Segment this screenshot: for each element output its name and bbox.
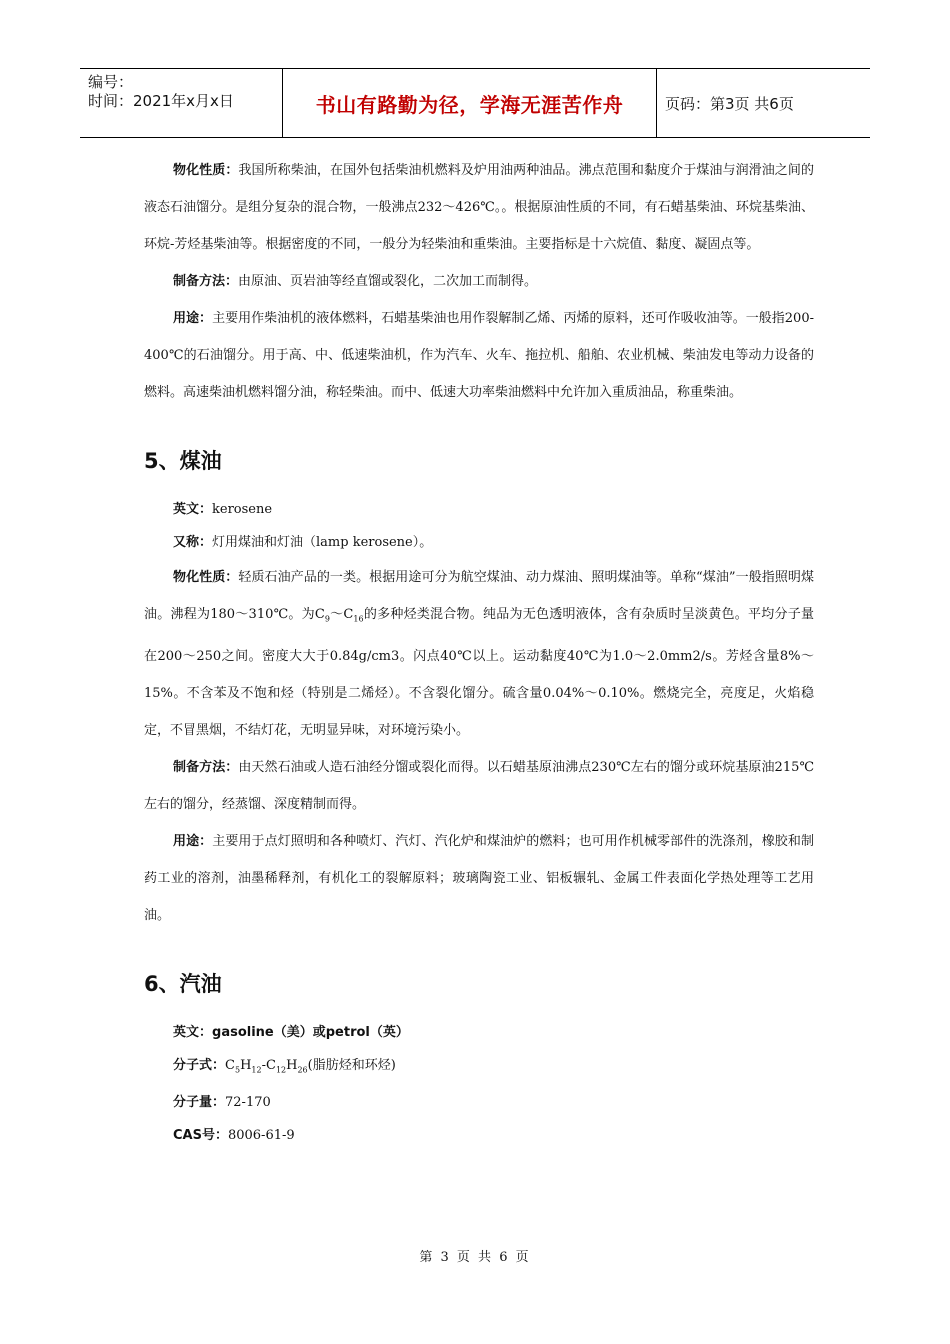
formula-subscript: 12: [275, 1065, 287, 1075]
section-title: 5、煤油: [144, 449, 222, 473]
alias-name: [144, 526, 814, 559]
cas-label: CAS号：: [173, 1128, 228, 1144]
carbon-subscript: 9: [324, 614, 330, 624]
english-label: 英文：: [173, 1024, 213, 1040]
time-label: 时间：2021年x月x日: [88, 92, 234, 110]
page-footer: 第 3 页 共 6 页: [419, 1250, 531, 1265]
props-text-3: 的多种烃类混合物。纯品为无色透明液体，含有杂质时呈淡黄色。平均分子量在200～250之间。密度大大于0.84g/cm3。闪点40℃以上。运动黏度40℃为1.0～2.0mm2/s。芳烃含量8%～15%。不含苯及不饱和烃（特别是二烯烃）。不含裂化馏分。硫含量0.04%～0.10%。燃烧完全，亮度足，火焰稳定，不冒黑烟，不结灯花，无明显异味，对环境污染小。: [144, 607, 814, 738]
kerosene-properties: [144, 559, 814, 749]
diesel-uses: [144, 300, 814, 411]
diesel-properties: [144, 152, 814, 263]
header-motto: 书山有路勤为径，学海无涯苦作舟: [282, 69, 657, 137]
use-label: 用途：: [173, 833, 213, 849]
header-page-info: 页码：第3页 共6页: [665, 94, 794, 113]
diesel-section: [144, 152, 814, 411]
props-text-1: 轻质石油产品的一类。根据用途可分为航空煤油、动力煤油、照明煤油等。单称“煤油”一般指照明煤油。沸程为180～310℃。为C: [144, 570, 814, 622]
molecular-weight: [144, 1086, 814, 1119]
english-label: 英文：: [173, 502, 213, 517]
header-meta: [88, 73, 278, 111]
formula-part: H: [286, 1057, 298, 1073]
props-label: 物化性质：: [173, 570, 239, 585]
molecular-formula: [144, 1049, 814, 1087]
mw-label: 分子量：: [173, 1095, 226, 1111]
use-label: 用途：: [173, 311, 213, 326]
use-text: 主要用于点灯照明和各种喷灯、汽灯、汽化炉和煤油炉的燃料；也可用作机械零部件的洗涤剂，橡胶和制药工业的溶剂，油墨稀释剂，有机化工的裂解原料；玻璃陶瓷工业、铝板辗轧、金属工件表面化学热处理等工艺用油。: [144, 833, 814, 923]
english-name: [144, 1016, 814, 1049]
formula-subscript: 12: [251, 1065, 262, 1075]
english-name: [144, 493, 814, 526]
document-body: [144, 152, 814, 1152]
page-header: [80, 68, 870, 138]
formula-subscript: 26: [297, 1065, 308, 1075]
props-label: 物化性质：: [173, 163, 239, 178]
kerosene-section: [144, 441, 814, 934]
props-text: 我国所称柴油，在国外包括柴油机燃料及炉用油两种油品。沸点范围和黏度介于煤油与润滑油之间的液态石油馏分。是组分复杂的混合物，一般沸点232～426℃。。根据原油性质的不同，有石蜡基柴油、环烷基柴油、环烷-芳烃基柴油等。根据密度的不同，一般分为轻柴油和重柴油。主要指标是十六烷值、黏度、凝固点等。: [144, 163, 814, 252]
prep-text: 由原油、页岩油等经直馏或裂化，二次加工而制得。: [238, 274, 538, 289]
alias-text: 灯用煤油和灯油（lamp kerosene）。: [212, 535, 433, 550]
english-text: kerosene: [212, 502, 273, 517]
props-text-2: ～C: [329, 607, 354, 622]
use-text: 主要用作柴油机的液体燃料，石蜡基柴油也用作裂解制乙烯、丙烯的原料，还可作吸收油等。一般指200-400℃的石油馏分。用于高、中、低速柴油机，作为汽车、火车、拖拉机、船舶、农业机械、柴油发电等动力设备的燃料。高速柴油机燃料馏分油，称轻柴油。而中、低速大功率柴油燃料中允许加入重质油品，称重柴油。: [144, 311, 814, 400]
alias-label: 又称：: [173, 535, 213, 550]
formula-subscript: 5: [234, 1065, 241, 1075]
prep-text: 由天然石油或人造石油经分馏或裂化而得。以石蜡基原油沸点230℃左右的馏分或环烷基原油215℃左右的馏分，经蒸馏、深度精制而得。: [144, 759, 814, 812]
cas-number: [144, 1119, 814, 1152]
prep-label: 制备方法：: [173, 274, 239, 289]
formula-label: 分子式：: [173, 1057, 226, 1073]
english-text: gasoline（美）或petrol（英）: [212, 1024, 409, 1040]
formula-note: (脂肪烃和环烃): [307, 1057, 396, 1073]
carbon-subscript: 16: [353, 614, 364, 624]
formula-part: H: [240, 1057, 252, 1073]
code-label: 编号：: [88, 73, 134, 91]
diesel-preparation: [144, 263, 814, 300]
kerosene-uses: [144, 823, 814, 934]
formula-part: -C: [261, 1057, 276, 1073]
prep-label: 制备方法：: [173, 759, 239, 775]
kerosene-preparation: [144, 749, 814, 823]
mw-text: 72-170: [225, 1095, 271, 1111]
cas-text: 8006-61-9: [227, 1128, 295, 1144]
formula-part: C: [225, 1057, 235, 1073]
gasoline-section: [144, 964, 814, 1153]
section-title: 6、汽油: [144, 971, 222, 996]
